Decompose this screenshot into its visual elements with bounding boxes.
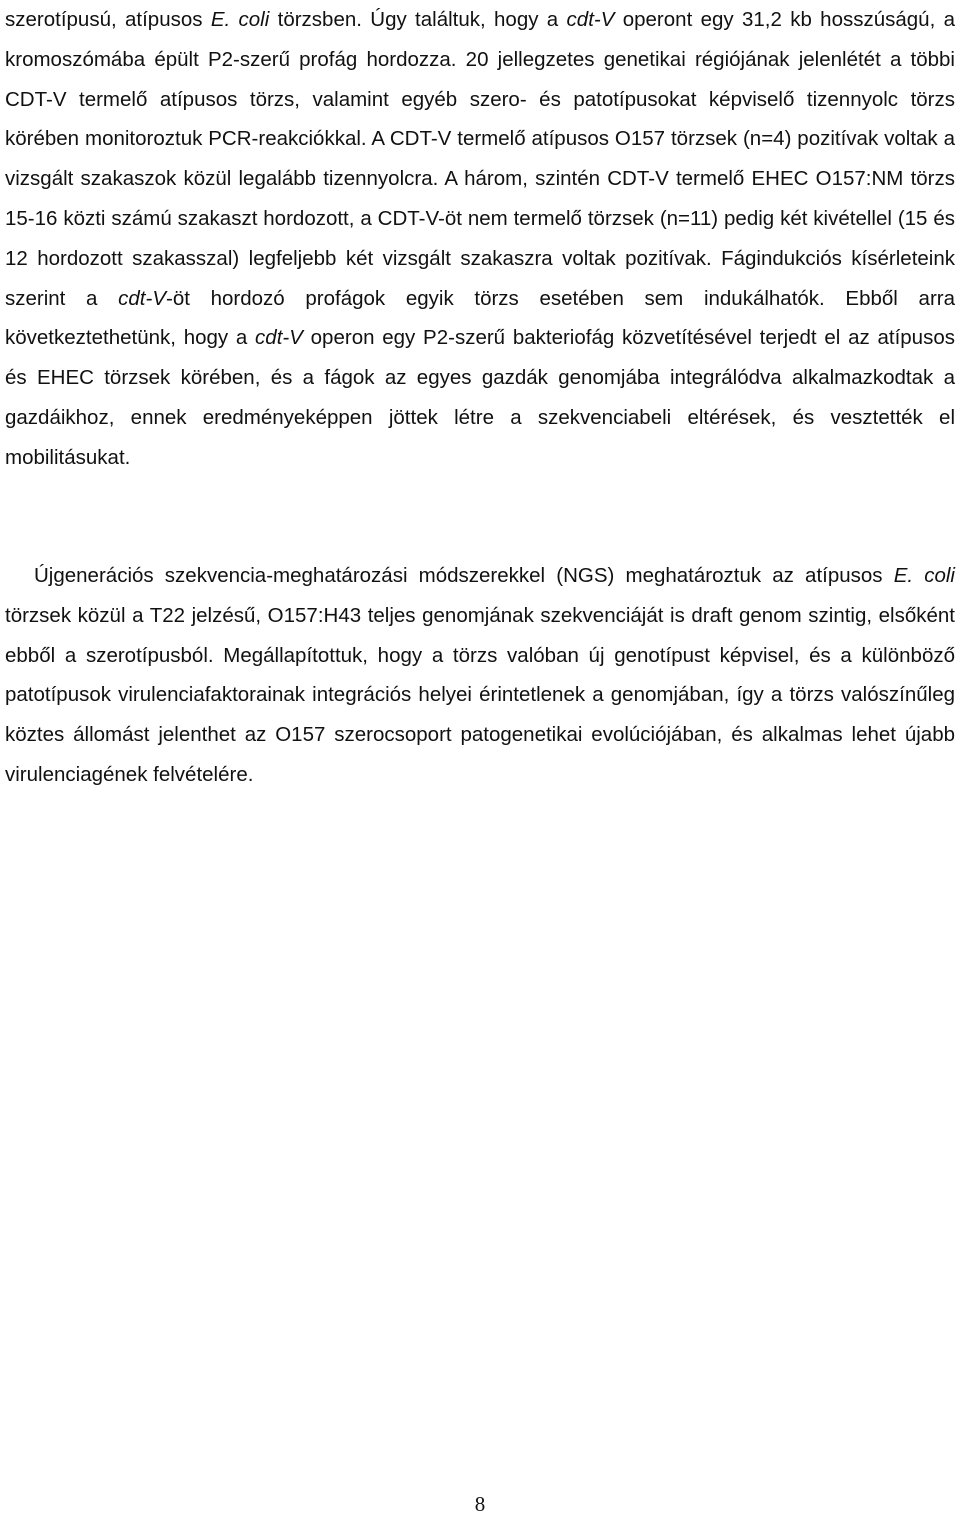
paragraph-text [5,0,955,478]
text-run: szerotípusú, atípusos [5,8,211,31]
italic-species-name: E. coli [210,8,270,31]
text-run: törzsben. Úgy találtuk, hogy a [269,8,567,31]
text-run: törzsek közül a T22 jelzésű, O157:H43 teljes genomjának szekvenciáját is draft genom szintig, elsőként ebből a szerotípusból. Megállapítottuk, hogy a törzs valóban új genotípust képvisel, és a különböző patotípusok virulenciafaktorainak integrációs helyei érintetlenek a genomjában, így a törzs valószínűleg köztes állomást jelenthet az O157 szerocsoport patogenetikai evolúciójában, és alkalmas lehet újabb virulenciagének felvételére. [5,603,955,786]
italic-gene-name: cdt-V [255,326,303,350]
italic-gene-name: cdt-V [118,286,167,310]
text-run: Újgenerációs szekvencia-meghatározási módszerekkel (NGS) meghatároztuk az atípusos [34,564,894,587]
text-run: operon egy P2-szerű bakteriofág közvetítésével terjedt el az atípusos és EHEC törzsek körében, és a fágok az egyes gazdák genomjába integrálódva alkalmazkodtak a gazdáikhoz, ennek eredményeképpen jöttek létre a szekvenciabeli eltérések, és vesztették el mobilitásukat. [5,326,955,469]
page-number: 8 [474,1492,486,1516]
text-run: -öt hordozó profágok egyik törzs esetében sem indukálhatók. Ebből arra következtethetünk, hogy a [5,286,955,350]
text-run: operont egy 31,2 kb hosszúságú, a kromoszómába épült P2-szerű profág hordozza. 20 jellegzetes genetikai régiójának jelenlétét a többi CDT-V termelő atípusos törzs, valamint egyéb szero- és patotípusokat képviselő tizennyolc törzs körében monitoroztuk PCR-reakciókkal. A CDT-V termelő atípusos O157 törzsek (n=4) pozitívak voltak a vizsgált szakaszok közül legalább tizennyolcra. A három, szintén CDT-V termelő EHEC O157:NM törzs 15-16 közti számú szakaszt hordozott, a CDT-V-öt nem termelő törzsek (n=11) pedig két kivétellel (15 és 12 hordozott szakasszal) legfeljebb két vizsgált szakaszra voltak pozitívak. Fágindukciós kísérleteink szerint a [5,8,956,310]
paragraph-text [5,556,955,795]
italic-gene-name: cdt-V [566,8,615,31]
italic-species-name: E. coli [893,564,955,587]
body-paragraph-1 [5,0,955,478]
body-paragraph-2 [5,556,955,795]
